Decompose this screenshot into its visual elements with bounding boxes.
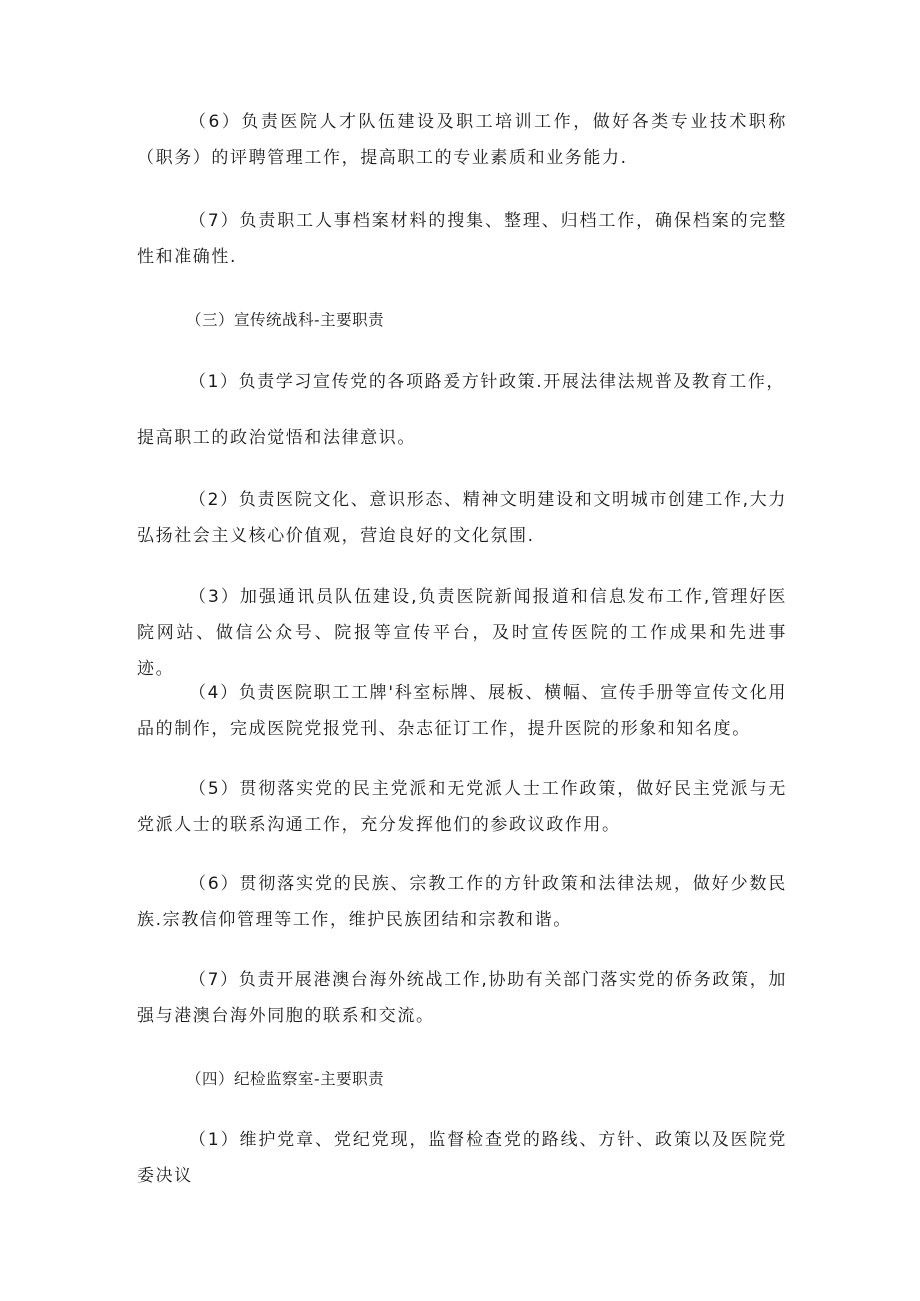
paragraph-item-6: （6）负责医院人才队伍建设及职工培训工作，做好各类专业技术职称（职务）的评聘管理工作，提高职工的专业素质和业务能力. <box>137 112 787 168</box>
propaganda-item-4: （4）负责医院职工工牌'科室标牌、展板、横幅、宣传手册等宣传文化用品的制作，完成医院党报党刊、杂志征订工作，提升医院的形象和知名度。 <box>137 683 787 739</box>
propaganda-item-3: （3）加强通讯员队伍建设,负责医院新闻报道和信息发布工作,管理好医院网站、做信公众号、院报等宣传平台，及时宣传医院的工作成果和先进事迹。 <box>137 587 787 679</box>
paragraph-item-7: （7）负责职工人事档案材料的搜集、整理、归档工作，确保档案的完整性和准确性. <box>137 211 787 267</box>
propaganda-item-6: （6）贯彻落实党的民族、宗教工作的方针政策和法律法规，做好少数民族.宗教信仰管理等工作，维护民族团结和宗教和谐。 <box>137 874 787 930</box>
propaganda-item-1-line-2: 提高职工的政治觉悟和法律意识。 <box>137 428 416 448</box>
propaganda-item-5: （5）贯彻落实党的民主党派和无党派人士工作政策，做好民主党派与无党派人士的联系沟通工作，充分发挥他们的参政议政作用。 <box>137 779 787 835</box>
section-heading-propaganda: （三）宣传统战科-主要职责 <box>186 311 385 329</box>
propaganda-item-2: （2）负责医院文化、意识形态、精神文明建设和文明城市创建工作,大力弘扬社会主义核心价值观，营迨良好的文化氛围. <box>137 490 787 546</box>
propaganda-item-7: （7）负责开展港澳台海外统战工作,协助有关部门落实党的侨务政策，加强与港澳台海外同胞的联系和交流。 <box>137 970 787 1026</box>
section-heading-discipline: （四）纪检监察室-主要职责 <box>186 1070 385 1088</box>
propaganda-item-1-line-1: （1）负责学习宣传党的各项路爰方针政策.开展法律法规普及教育工作， <box>189 372 786 392</box>
discipline-item-1: （1）维护党章、党纪党现，监督检查党的路线、方针、政策以及医院党委决议 <box>137 1130 787 1186</box>
